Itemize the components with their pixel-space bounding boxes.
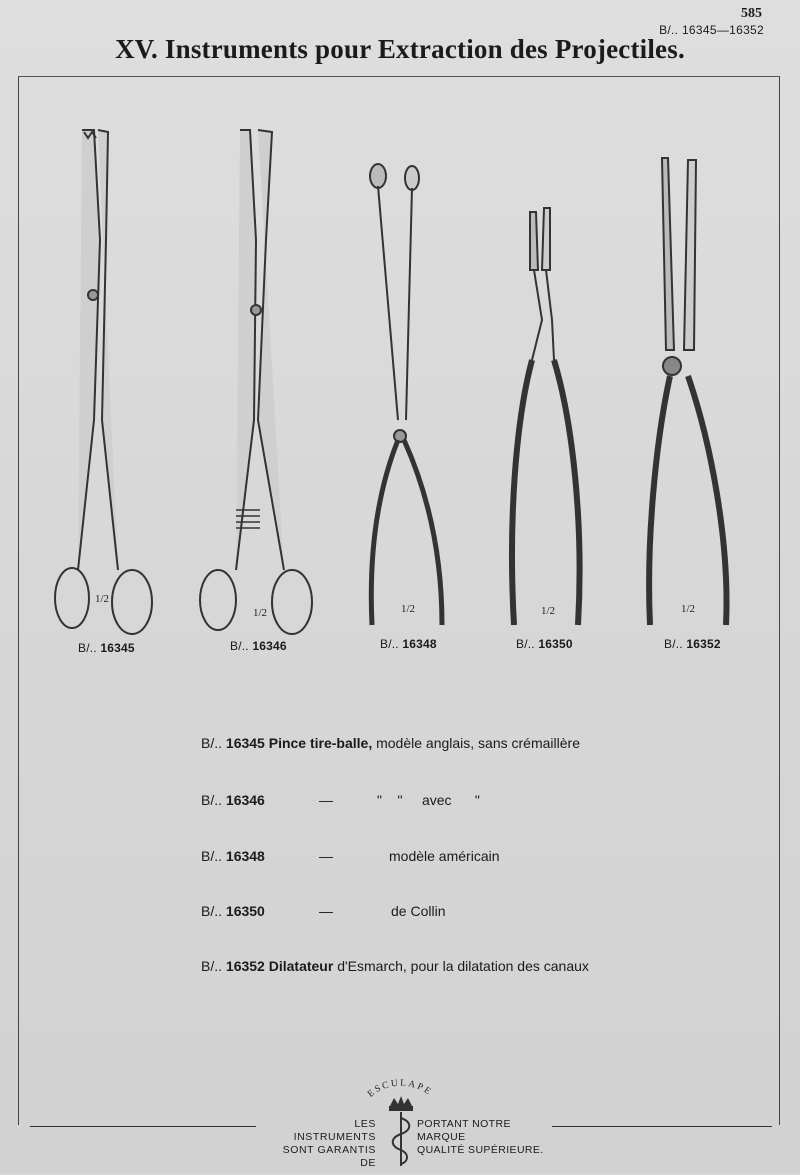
reference-range: B/.. 16345—16352 <box>659 23 764 37</box>
item-prefix: B/.. <box>201 848 226 864</box>
logo-text: ESCULAPE <box>366 1078 434 1100</box>
item-code: 16352 <box>225 958 265 974</box>
item-description: " " avec " <box>377 792 480 808</box>
item-code: 16345 <box>225 735 265 751</box>
description-row <box>201 792 480 808</box>
item-prefix: B/.. <box>201 792 226 808</box>
figure-label-prefix: B/.. <box>664 637 687 651</box>
description-row <box>201 958 589 974</box>
footer-right-text <box>417 1118 547 1157</box>
footer-left-line2: SONT GARANTIS DE <box>282 1144 376 1169</box>
item-dash: — <box>319 903 333 919</box>
item-description: de Collin <box>391 903 446 919</box>
figure-label-code: 16348 <box>402 637 437 651</box>
description-row <box>201 903 446 919</box>
item-prefix: B/.. <box>201 903 226 919</box>
item-code: 16348 <box>225 848 265 864</box>
item-prefix: B/.. <box>201 958 226 974</box>
item-description: d'Esmarch, pour la dilatation des canaux <box>333 958 589 974</box>
footer-right-line2: QUALITÉ SUPÉRIEURE. <box>417 1144 544 1156</box>
item-name: Pince tire-balle, <box>268 735 373 751</box>
figure-label-code: 16352 <box>686 637 721 651</box>
item-prefix: B/.. <box>201 735 226 751</box>
figure-label-prefix: B/.. <box>380 637 403 651</box>
figure-label-code: 16345 <box>100 641 135 655</box>
description-row <box>201 735 580 751</box>
item-code: 16350 <box>225 903 265 919</box>
scale-16345: 1/2 <box>95 593 110 605</box>
item-description: modèle anglais, sans crémaillère <box>372 735 580 751</box>
footer-rule-left <box>30 1126 256 1127</box>
figure-label-code: 16346 <box>252 639 287 653</box>
description-row <box>201 848 500 864</box>
figure-label-code: 16350 <box>538 637 573 651</box>
scale-16346: 1/2 <box>253 607 268 619</box>
footer-left-line1: LES INSTRUMENTS <box>293 1118 376 1143</box>
scale-16348: 1/2 <box>401 603 416 615</box>
figure-label-prefix: B/.. <box>78 641 101 655</box>
item-dash: — <box>319 792 333 808</box>
svg-text:ESCULAPE <box>366 1079 434 1100</box>
footer-rule-right <box>552 1126 772 1127</box>
item-dash: — <box>319 848 333 864</box>
scale-16352: 1/2 <box>681 603 696 615</box>
scale-16350: 1/2 <box>541 605 556 617</box>
figure-label-prefix: B/.. <box>230 639 253 653</box>
page-number: 585 <box>741 6 762 21</box>
item-code: 16346 <box>225 792 265 808</box>
footer-right-line1: PORTANT NOTRE MARQUE <box>417 1118 511 1143</box>
page-title: XV. Instruments pour Extraction des Projectiles. <box>115 34 685 64</box>
footer-left-text <box>272 1118 376 1170</box>
item-description: modèle américain <box>389 848 500 864</box>
figure-label-prefix: B/.. <box>516 637 539 651</box>
item-name: Dilatateur <box>268 958 334 974</box>
